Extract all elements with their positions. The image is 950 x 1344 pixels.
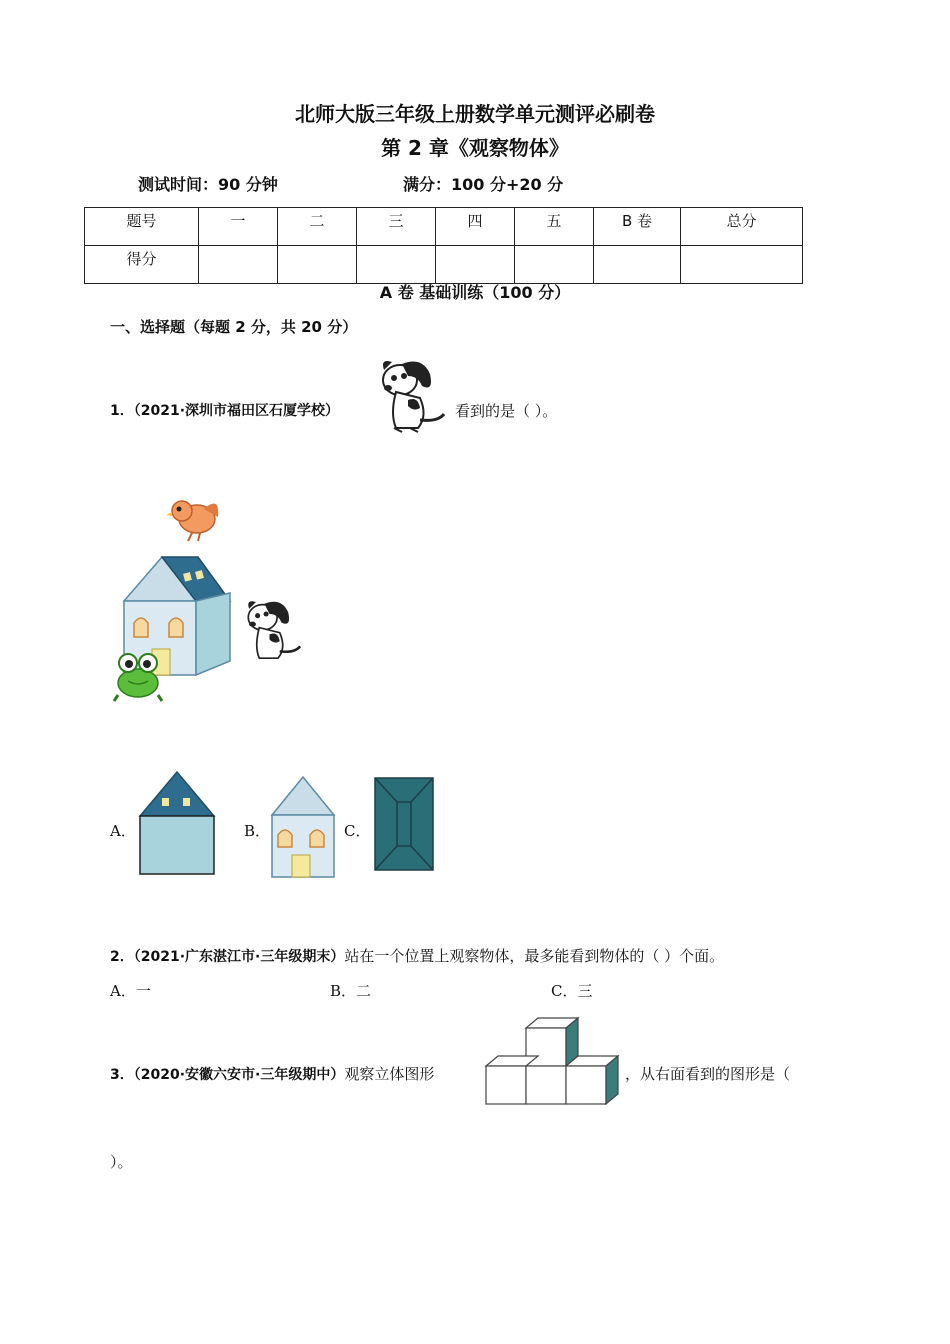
scene-illustration <box>112 495 312 705</box>
option-a-label[interactable]: A． <box>110 822 136 840</box>
option-a[interactable]: A．一 <box>110 982 151 1000</box>
question-text: 观察立体图形 <box>344 1065 435 1083</box>
option-a-figure[interactable] <box>138 770 218 876</box>
chapter-title: 第 2 章《观察物体》 <box>381 136 569 160</box>
question-number: 1． <box>110 403 134 419</box>
score-input-cell[interactable] <box>681 246 803 284</box>
score-input-cell[interactable] <box>357 246 436 284</box>
question-source: （2021·深圳市福田区石厦学校） <box>133 403 340 419</box>
section-1-heading: 一、选择题（每题 2 分，共 20 分） <box>110 318 358 336</box>
question-text: 站在一个位置上观察物体，最多能看到物体的（ ）个面。 <box>344 947 725 965</box>
score-input-cell[interactable] <box>436 246 515 284</box>
question-number: 2． <box>110 949 134 965</box>
option-b[interactable]: B．二 <box>330 982 372 1000</box>
question-source: （2020·安徽六安市·三年级期中） <box>133 1067 345 1083</box>
score-input-cell[interactable] <box>199 246 278 284</box>
table-cell: B 卷 <box>594 208 681 246</box>
table-cell: 得分 <box>85 246 199 284</box>
full-score: 满分：100 分+20 分 <box>403 175 564 194</box>
table-cell: 题号 <box>85 208 199 246</box>
table-cell: 四 <box>436 208 515 246</box>
question-number: 3． <box>110 1067 134 1083</box>
score-input-cell[interactable] <box>278 246 357 284</box>
table-cell: 总分 <box>681 208 803 246</box>
table-cell: 二 <box>278 208 357 246</box>
question-2 <box>110 945 724 966</box>
table-cell: 一 <box>199 208 278 246</box>
question-text-continued: ，从右面看到的图形是（ <box>625 1065 791 1083</box>
score-table <box>84 207 803 284</box>
question-source: （2021·广东湛江市·三年级期末） <box>133 949 345 965</box>
table-cell: 三 <box>357 208 436 246</box>
score-table-score-row <box>85 246 803 284</box>
option-c-label[interactable]: C． <box>344 822 371 840</box>
bird-icon <box>166 501 218 541</box>
dog-icon <box>248 601 300 658</box>
question-text-end: ）。 <box>110 1153 133 1171</box>
question-1 <box>110 400 339 420</box>
table-cell: 五 <box>515 208 594 246</box>
option-b-label[interactable]: B． <box>244 822 271 840</box>
section-a-heading: A 卷 基础训练（100 分） <box>379 283 571 302</box>
score-input-cell[interactable] <box>594 246 681 284</box>
option-c-figure[interactable] <box>373 776 435 872</box>
score-input-cell[interactable] <box>515 246 594 284</box>
dog-icon <box>378 356 450 436</box>
option-b-figure[interactable] <box>270 775 338 879</box>
test-time: 测试时间：90 分钟 <box>138 175 278 194</box>
page-title: 北师大版三年级上册数学单元测评必刷卷 <box>295 102 655 126</box>
score-table-header-row <box>85 208 803 246</box>
option-c[interactable]: C．三 <box>551 982 593 1000</box>
cube-figure <box>484 1016 624 1108</box>
question-3 <box>110 1063 434 1084</box>
question-text: 看到的是（ ）。 <box>455 402 558 420</box>
